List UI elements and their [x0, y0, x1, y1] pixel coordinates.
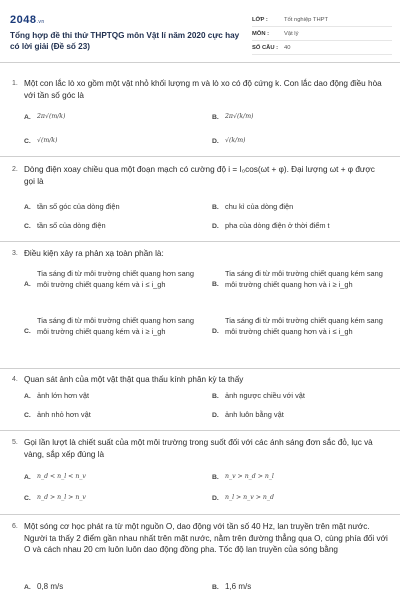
option-b[interactable] [212, 112, 382, 124]
option-text: n_v > n_d > n_l [225, 473, 274, 480]
option-letter: A. [24, 204, 31, 211]
question-1 [0, 62, 400, 157]
option-c[interactable] [24, 136, 194, 148]
option-letter: B. [212, 281, 219, 288]
option-a[interactable] [24, 269, 200, 291]
option-letter: B. [212, 393, 219, 400]
option-letter: C. [24, 412, 31, 419]
question-text: Quan sát ảnh của một vật thật qua thấu kính phân kỳ ta thấy [24, 375, 244, 384]
meta-row-subject [252, 27, 392, 41]
option-b[interactable] [212, 202, 392, 214]
option-letter: B. [212, 584, 219, 591]
option-letter: A. [24, 114, 31, 121]
question-6 [0, 514, 400, 600]
question-number: 5. [12, 439, 18, 446]
question-number: 4. [12, 376, 18, 383]
meta-value: Vật lý [284, 30, 299, 37]
meta-label: MÔN : [252, 30, 270, 37]
question-text: Điều kiện xảy ra phản xạ toàn phần là: [24, 249, 164, 258]
option-letter: C. [24, 495, 31, 502]
question-number: 2. [12, 166, 18, 173]
question-3 [0, 241, 400, 369]
option-d[interactable] [212, 136, 382, 148]
option-text: √(m/k) [37, 137, 58, 144]
option-d[interactable] [212, 316, 388, 338]
option-c[interactable] [24, 221, 204, 233]
option-c[interactable] [24, 493, 194, 505]
option-letter: D. [212, 328, 219, 335]
meta-row-count [252, 41, 392, 55]
option-letter: C. [24, 138, 31, 145]
option-letter: C. [24, 223, 31, 230]
question-text: Dòng điện xoay chiều qua một đoạn mạch có cường độ i = I₀cos(ωt + φ). Đại lượng ωt + φ được gọi là [24, 165, 375, 186]
question-number: 6. [12, 523, 18, 530]
question-2 [0, 156, 400, 242]
option-text: 2π√(k/m) [225, 113, 254, 120]
option-text: 2π√(m/k) [37, 113, 66, 120]
option-text: n_d < n_l < n_v [37, 473, 86, 480]
option-a[interactable] [24, 391, 204, 403]
option-text: tần số của dòng điện [37, 221, 106, 230]
option-c[interactable] [24, 410, 204, 422]
option-text: Tia sáng đi từ môi trường chiết quang hơn sang môi trường chiết quang kém và i ≤ i_gh [37, 269, 194, 289]
question-4 [0, 368, 400, 431]
meta-label: SỐ CÂU : [252, 44, 279, 51]
meta-value: 40 [284, 44, 291, 51]
option-letter: C. [24, 328, 31, 335]
question-number: 3. [12, 250, 18, 257]
question-text: Gọi lần lượt là chiết suất của một môi trường trong suốt đối với các ánh sáng đơn sắc đỏ, lục và vàng, sắp xếp đúng là [24, 438, 373, 459]
option-text: Tia sáng đi từ môi trường chiết quang kém sang môi trường chiết quang hơn và i ≤ i_gh [225, 316, 383, 336]
option-c[interactable] [24, 316, 200, 338]
option-text: chu kì của dòng điện [225, 202, 294, 211]
option-b[interactable] [212, 472, 382, 484]
option-letter: D. [212, 412, 219, 419]
option-letter: A. [24, 393, 31, 400]
option-d[interactable] [212, 221, 392, 233]
option-b[interactable] [212, 391, 392, 403]
option-letter: A. [24, 584, 31, 591]
option-letter: A. [24, 281, 31, 288]
option-a[interactable] [24, 202, 204, 214]
question-number: 1. [12, 80, 18, 87]
option-letter: A. [24, 474, 31, 481]
option-text: n_d > n_l > n_v [37, 494, 86, 501]
option-letter: B. [212, 114, 219, 121]
question-text: Một con lắc lò xo gồm một vật nhỏ khối lượng m và lò xo có độ cứng k. Con lắc dao động điều hòa với tần số góc là [24, 79, 382, 100]
option-text: ảnh ngược chiều với vật [225, 391, 305, 400]
option-text: 1,6 m/s [225, 582, 252, 591]
option-text: Tia sáng đi từ môi trường chiết quang hơn sang môi trường chiết quang kém và i ≥ i_gh [37, 316, 194, 336]
option-a[interactable] [24, 112, 194, 124]
option-d[interactable] [212, 493, 382, 505]
option-text: 0,8 m/s [37, 582, 64, 591]
option-d[interactable] [212, 410, 392, 422]
option-a[interactable] [24, 472, 194, 484]
option-b[interactable] [212, 269, 388, 291]
option-text: ảnh luôn bằng vật [225, 410, 284, 419]
page-header [0, 0, 400, 63]
option-text: pha của dòng điện ở thời điểm t [225, 221, 330, 230]
option-letter: B. [212, 204, 219, 211]
exam-title: Tổng hợp đề thi thử THPTQG môn Vật lí năm 2020 cực hay có lời giải (Đề số 23) [10, 31, 240, 51]
option-b[interactable] [212, 582, 392, 594]
site-logo[interactable]: 2048.vn [10, 14, 45, 26]
question-5 [0, 430, 400, 515]
option-letter: D. [212, 495, 219, 502]
meta-label: LỚP : [252, 16, 268, 23]
exam-meta [252, 13, 392, 55]
option-a[interactable] [24, 582, 204, 594]
question-text: Một sóng cơ học phát ra từ một nguồn O, dao động với tần số 40 Hz, lan truyền trên mặt nước. Người ta thấy 2 điểm gần nhau nhất trên mặt nước, nằm trên đường thẳng qua O, cùng phía đối với O và cách nhau 20 cm luôn luôn dao động đồng pha. Tốc độ lan truyền của sóng bằng [24, 522, 388, 554]
meta-row-class [252, 13, 392, 27]
option-text: tần số góc của dòng điện [37, 202, 120, 211]
option-text: ảnh lớn hơn vật [37, 391, 90, 400]
meta-value: Tốt nghiệp THPT [284, 16, 329, 23]
option-text: √(k/m) [225, 137, 246, 144]
option-text: ảnh nhỏ hơn vật [37, 410, 91, 419]
option-text: Tia sáng đi từ môi trường chiết quang kém sang môi trường chiết quang hơn và i ≥ i_gh [225, 269, 383, 289]
option-letter: D. [212, 138, 219, 145]
option-text: n_l > n_v > n_d [225, 494, 274, 501]
option-letter: D. [212, 223, 219, 230]
option-letter: B. [212, 474, 219, 481]
